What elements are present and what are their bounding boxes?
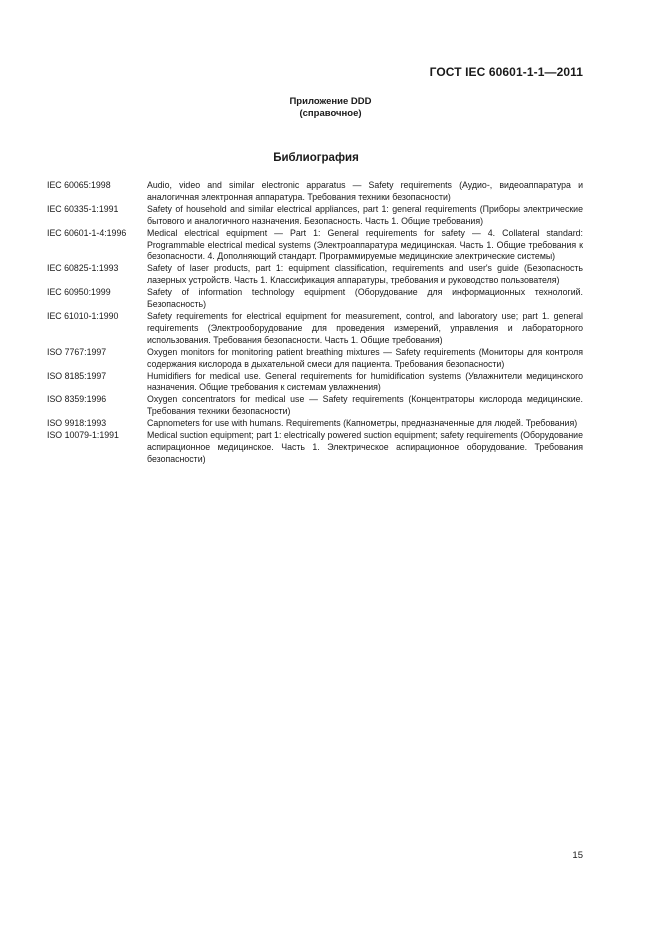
entry-reference: IEC 60601-1-4:1996 — [47, 227, 127, 238]
bibliography-entry — [47, 263, 583, 287]
bibliography-entry — [47, 371, 583, 395]
entry-description: Safety of household and similar electrical appliances, part 1: general requirements (Приборы электрические бытового и аналогичного назначения. Безопасность. Часть 1. Общие требования) — [147, 203, 583, 226]
entry-description: Medical suction equipment; part 1: electrically powered suction equipment; safety requirements (Оборудование аспирационное медицинское. Часть 1. Электрическое аспирационное оборудование. Требования безопасности) — [147, 430, 583, 464]
entry-reference: ISO 8359:1996 — [47, 394, 107, 405]
standard-code-header: ГОСТ IEC 60601-1-1—2011 — [429, 65, 583, 79]
entry-description: Safety of information technology equipment (Оборудование для информационных технологий. Безопасность) — [147, 287, 583, 310]
annex-title: Приложение DDD — [289, 96, 372, 107]
bibliography-entry — [47, 311, 583, 347]
bibliography-entry — [47, 394, 583, 418]
entry-description: Safety requirements for electrical equipment for measurement, control, and laboratory use; part 1. general requirements (Электрооборудование для проведения измерений, управления и лабораторного использования. Требования безопасности. Часть 1. Общие требования) — [147, 310, 583, 345]
entry-description: Medical electrical equipment — Part 1: General requirements for safety — 4. Collateral standard: Programmable electrical medical systems (Электроаппаратура медицинская. Часть 1. Общие требования к безопасности. 4. Дополняющий стандарт. Программируемые медицинские электрические системы) — [147, 227, 583, 262]
entry-description: Oxygen concentrators for medical use — Safety requirements (Концентраторы кислорода медицинские. Требования техники безопасности) — [147, 394, 583, 417]
bibliography-entry — [47, 204, 583, 228]
entry-reference: ISO 10079-1:1991 — [47, 430, 119, 441]
entry-reference: IEC 60950:1999 — [47, 287, 111, 298]
entry-description: Audio, video and similar electronic apparatus — Safety requirements (Аудио-, видеоаппаратура и аналогичная электронная аппаратура. Требования техники безопасности) — [147, 180, 583, 202]
entry-description: Capnometers for use with humans. Requirements (Капнометры, предназначенные для людей. Требования) — [147, 418, 578, 429]
annex-subtitle: (справочное) — [299, 108, 362, 119]
bibliography-entry — [47, 430, 583, 466]
bibliography-entry — [47, 418, 583, 430]
entry-description: Oxygen monitors for monitoring patient breathing mixtures — Safety requirements (Мониторы для контроля содержания кислорода в дыхательной смеси для пациента. Требования безопасности) — [147, 346, 583, 369]
bibliography-entry — [47, 287, 583, 311]
bibliography-title: Библиография — [273, 152, 359, 164]
entry-reference: IEC 60825-1:1993 — [47, 263, 119, 274]
bibliography-entry — [47, 180, 583, 204]
bibliography-entry — [47, 228, 583, 264]
bibliography-list — [47, 180, 583, 466]
entry-description: Safety of laser products, part 1: equipment classification, requirements and user's guide (Безопасность лазерных устройств. Часть 1. Классификация аппаратуры, требования и руководство пользователя) — [147, 263, 583, 286]
bibliography-entry — [47, 347, 583, 371]
entry-reference: IEC 60065:1998 — [47, 180, 111, 190]
entry-description: Humidifiers for medical use. General requirements for humidification systems (Увлажнители медицинского назначения. Общие требования к системам увлажнения) — [147, 370, 583, 393]
entry-reference: IEC 60335-1:1991 — [47, 203, 119, 214]
entry-reference: ISO 7767:1997 — [47, 346, 107, 357]
page-number: 15 — [572, 850, 583, 861]
entry-reference: ISO 9918:1993 — [47, 418, 107, 429]
entry-reference: IEC 61010-1:1990 — [47, 310, 119, 321]
entry-reference: ISO 8185:1997 — [47, 370, 107, 381]
